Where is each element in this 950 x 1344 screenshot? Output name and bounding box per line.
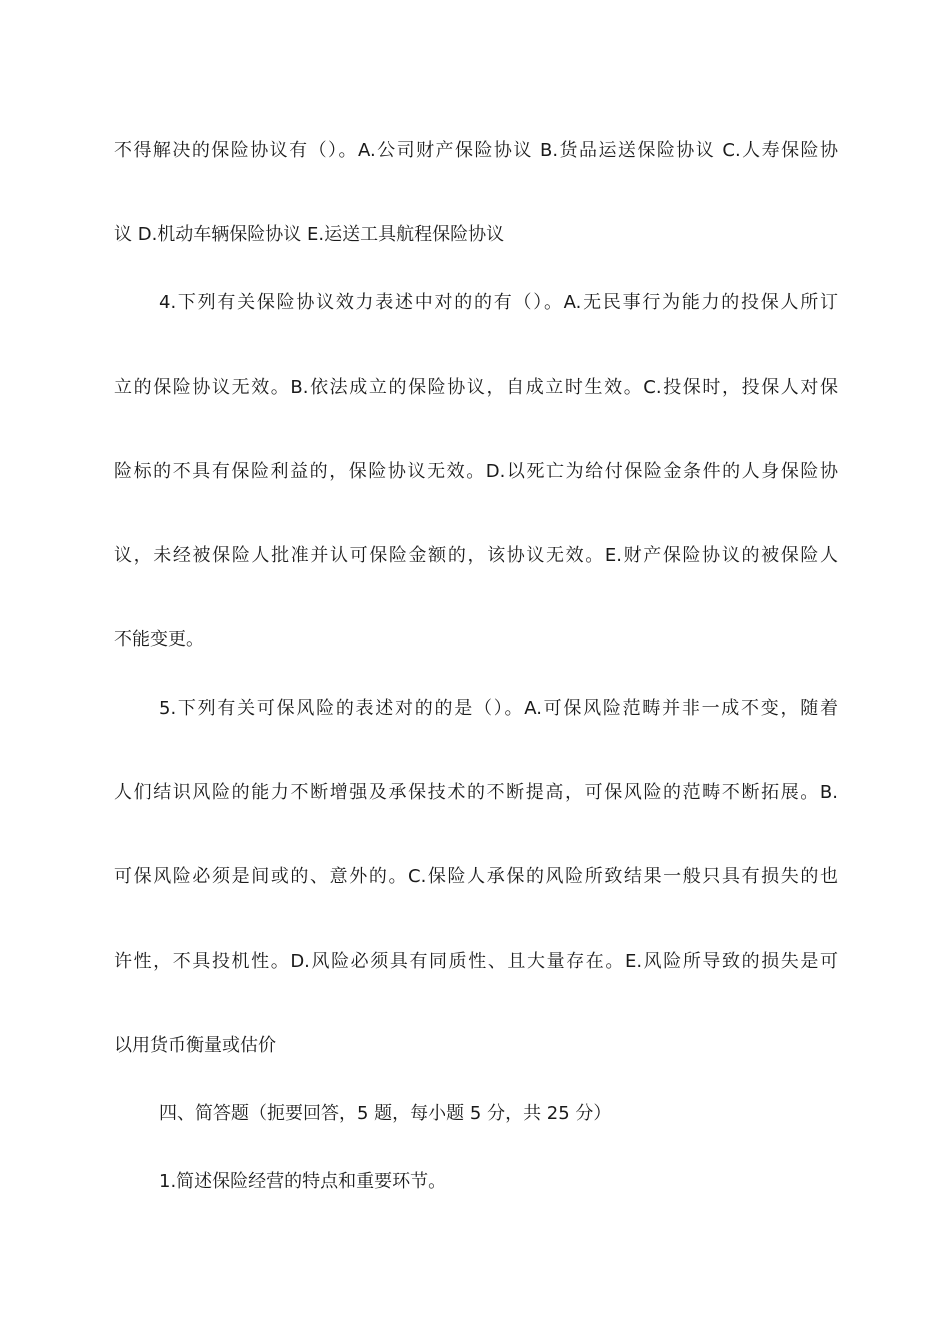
question-4-line-3: 险标的不具有保险利益的，保险协议无效。D.以死亡为给付保险金条件的人身保险协 [114,461,838,482]
text-line-q3-options-cont: 议 D.机动车辆保险协议 E.运送工具航程保险协议 [114,224,505,245]
question-5-line-3: 可保风险必须是间或的、意外的。C.保险人承保的风险所致结果一般只具有损失的也 [114,866,838,887]
question-5-line-2: 人们结识风险的能力不断增强及承保技术的不断提高，可保风险的范畴不断拓展。B. [114,782,838,803]
question-5-line-5: 以用货币衡量或估价 [114,1035,276,1056]
section-heading-short-answer: 四、简答题（扼要回答，5 题，每小题 5 分，共 25 分） [159,1103,612,1124]
short-answer-question-1: 1.简述保险经营的特点和重要环节。 [159,1171,447,1192]
question-4-line-2: 立的保险协议无效。B.依法成立的保险协议，自成立时生效。C.投保时，投保人对保 [114,377,838,398]
question-5-line-4: 许性，不具投机性。D.风险必须具有同质性、且大量存在。E.风险所导致的损失是可 [114,951,838,972]
question-4-line-5: 不能变更。 [114,629,204,650]
text-line-q3-options: 不得解决的保险协议有（）。A.公司财产保险协议 B.货品运送保险协议 C.人寿保险协 [114,140,838,161]
question-4-line-4: 议，未经被保险人批准并认可保险金额的，该协议无效。E.财产保险协议的被保险人 [114,545,838,566]
question-5: 5.下列有关可保风险的表述对的的是（）。A.可保风险范畴并非一成不变，随着 [159,698,838,719]
question-4: 4.下列有关保险协议效力表述中对的的有（）。A.无民事行为能力的投保人所订 [159,292,838,313]
